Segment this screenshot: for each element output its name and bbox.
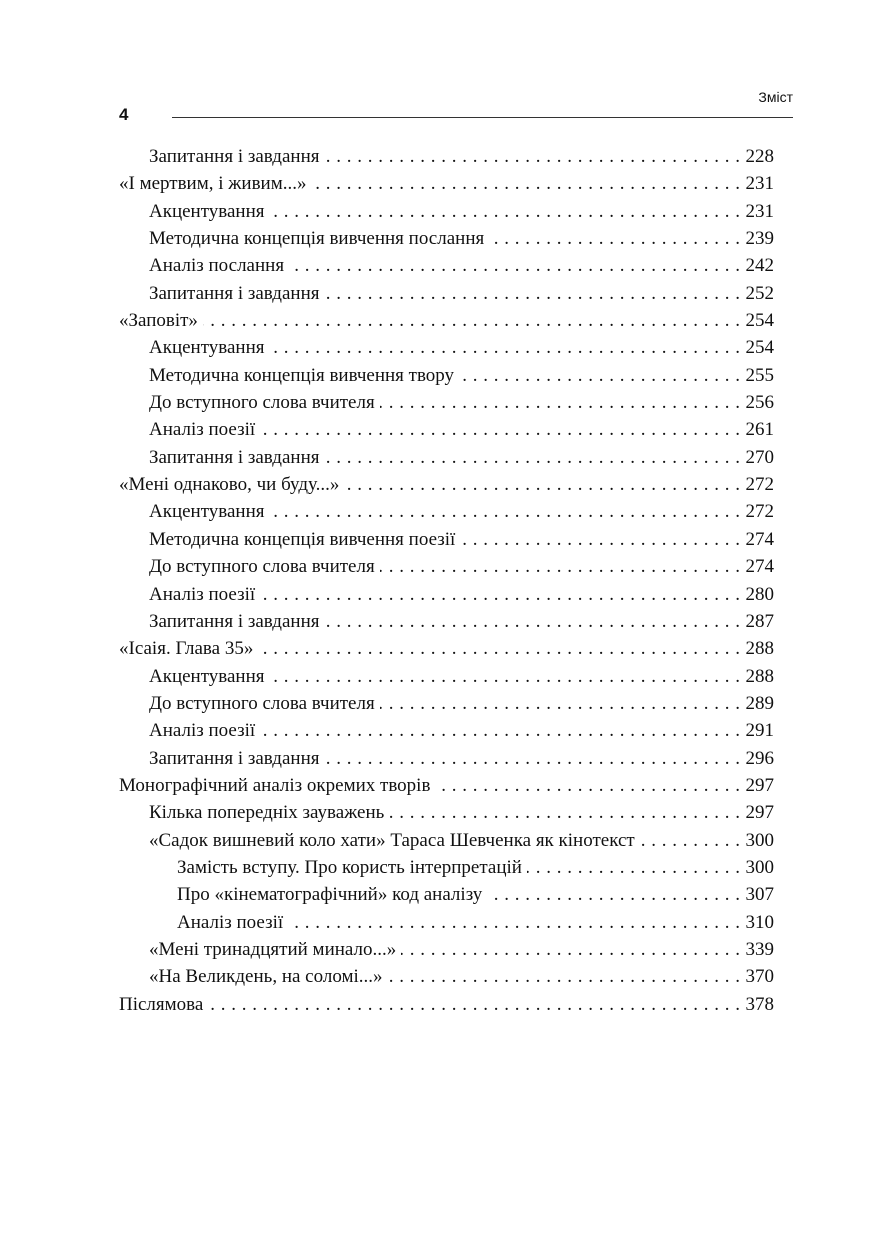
toc-entry-title: Акцентування	[149, 665, 265, 687]
dot-leader	[324, 280, 740, 307]
dot-leader	[270, 498, 741, 525]
section-title: Зміст	[758, 89, 793, 105]
toc-entry-page-number: 300	[745, 829, 774, 851]
toc-entry[interactable]	[119, 854, 774, 881]
dot-leader	[640, 827, 741, 854]
toc-entry-title: «Мені тринадцятий минало...»	[149, 938, 397, 960]
toc-entry-title: «Ісаія. Глава 35»	[119, 638, 254, 660]
toc-entry[interactable]	[119, 553, 774, 580]
toc-entry[interactable]	[119, 663, 774, 690]
toc-entry-page-number: 254	[745, 337, 774, 359]
toc-entry-title: Кілька попередніх зауважень	[149, 802, 385, 824]
toc-entry-title: «І мертвим, і живим...»	[119, 173, 307, 195]
toc-entry[interactable]	[119, 143, 774, 170]
dot-leader	[527, 854, 741, 881]
toc-entry[interactable]	[119, 991, 774, 1018]
toc-entry-title: Акцентування	[149, 501, 265, 523]
toc-entry-title: Запитання і завдання	[149, 747, 320, 769]
toc-entry[interactable]	[119, 717, 774, 744]
dot-leader	[288, 909, 740, 936]
toc-entry[interactable]	[119, 416, 774, 443]
toc-entry-page-number: 370	[745, 966, 774, 988]
toc-entry[interactable]	[119, 799, 774, 826]
toc-entry-page-number: 231	[745, 173, 774, 195]
toc-entry-title: Методична концепція вивчення твору	[149, 364, 455, 386]
toc-entry-page-number: 310	[745, 911, 774, 933]
page-header	[0, 0, 875, 130]
toc-entry[interactable]	[119, 225, 774, 252]
toc-entry-page-number: 287	[745, 610, 774, 632]
toc-entry-title: Запитання і завдання	[149, 146, 320, 167]
toc-entry-page-number: 378	[745, 993, 774, 1015]
dot-leader	[487, 881, 740, 908]
dot-leader	[258, 635, 740, 662]
header-rule	[172, 117, 793, 118]
toc-entry[interactable]	[119, 827, 774, 854]
toc-entry-page-number: 272	[745, 474, 774, 496]
dot-leader	[388, 963, 741, 990]
dot-leader	[489, 225, 740, 252]
dot-leader	[435, 772, 740, 799]
dot-leader	[270, 198, 741, 225]
toc-entry-page-number: 242	[745, 255, 774, 277]
table-of-contents	[119, 143, 774, 1018]
dot-leader	[324, 608, 740, 635]
toc-entry-title: Замість вступу. Про користь інтерпретацій	[177, 856, 522, 878]
toc-entry-title: Аналіз поезії	[177, 911, 284, 933]
toc-entry[interactable]	[119, 772, 774, 799]
dot-leader	[324, 444, 740, 471]
toc-entry-title: «Мені однаково, чи буду...»	[119, 474, 340, 496]
toc-entry-page-number: 296	[745, 747, 774, 769]
toc-entry-title: Монографічний аналіз окремих творів	[119, 774, 431, 796]
toc-entry-title: Методична концепція вивчення поезії	[149, 528, 456, 550]
toc-entry-page-number: 288	[745, 638, 774, 660]
toc-entry[interactable]	[119, 581, 774, 608]
toc-entry-page-number: 307	[745, 884, 774, 906]
toc-entry-title: Про «кінематографічний» код аналізу	[177, 884, 483, 906]
dot-leader	[324, 745, 740, 772]
dot-leader	[401, 936, 740, 963]
toc-entry-title: «Заповіт»	[119, 310, 198, 332]
toc-entry-page-number: 272	[745, 501, 774, 523]
toc-entry[interactable]	[119, 745, 774, 772]
toc-entry[interactable]	[119, 881, 774, 908]
toc-entry-title: Запитання і завдання	[149, 282, 320, 304]
toc-entry-page-number: 280	[745, 583, 774, 605]
toc-entry[interactable]	[119, 198, 774, 225]
toc-entry-page-number: 231	[745, 200, 774, 222]
toc-entry-title: Аналіз послання	[149, 255, 285, 277]
dot-leader	[344, 471, 740, 498]
toc-entry-title: До вступного слова вчителя	[149, 556, 375, 578]
dot-leader	[289, 252, 740, 279]
toc-entry[interactable]	[119, 635, 774, 662]
toc-entry[interactable]	[119, 909, 774, 936]
toc-entry-title: «На Великдень, на соломі...»	[149, 966, 383, 988]
toc-entry[interactable]	[119, 389, 774, 416]
toc-entry-title: Запитання і завдання	[149, 446, 320, 468]
dot-leader	[203, 307, 741, 334]
toc-entry-page-number: 289	[745, 692, 774, 714]
toc-entry-title: Акцентування	[149, 337, 265, 359]
dot-leader	[460, 526, 740, 553]
toc-entry[interactable]	[119, 170, 774, 197]
toc-entry[interactable]	[119, 936, 774, 963]
page-number: 4	[119, 105, 129, 124]
dot-leader	[260, 581, 740, 608]
toc-entry-title: «Садок вишневий коло хати» Тараса Шевченка як кінотекст	[149, 829, 635, 851]
toc-entry-page-number: 261	[745, 419, 774, 441]
dot-leader	[270, 334, 741, 361]
toc-entry-page-number: 228	[745, 146, 774, 167]
toc-entry[interactable]	[119, 362, 774, 389]
dot-leader	[389, 799, 740, 826]
toc-entry-page-number: 270	[745, 446, 774, 468]
toc-entry-title: До вступного слова вчителя	[149, 692, 375, 714]
toc-entry-page-number: 300	[745, 856, 774, 878]
dot-leader	[312, 170, 741, 197]
toc-entry-title: До вступного слова вчителя	[149, 392, 375, 414]
toc-entry-page-number: 256	[745, 392, 774, 414]
toc-entry-page-number: 274	[745, 556, 774, 578]
dot-leader	[380, 553, 741, 580]
toc-entry[interactable]	[119, 963, 774, 990]
toc-entry-page-number: 254	[745, 310, 774, 332]
toc-entry-page-number: 288	[745, 665, 774, 687]
toc-entry[interactable]	[119, 526, 774, 553]
toc-entry-page-number: 239	[745, 228, 774, 250]
dot-leader	[459, 362, 740, 389]
dot-leader	[380, 389, 741, 416]
toc-entry[interactable]	[119, 280, 774, 307]
dot-leader	[270, 663, 741, 690]
toc-entry[interactable]	[119, 498, 774, 525]
toc-entry[interactable]	[119, 307, 774, 334]
toc-entry-title: Аналіз поезії	[149, 419, 256, 441]
toc-entry[interactable]	[119, 444, 774, 471]
toc-entry[interactable]	[119, 471, 774, 498]
dot-leader	[324, 143, 740, 170]
toc-entry-page-number: 297	[745, 774, 774, 796]
toc-entry[interactable]	[119, 252, 774, 279]
toc-entry-page-number: 252	[745, 282, 774, 304]
toc-entry-title: Запитання і завдання	[149, 610, 320, 632]
toc-entry-title: Методична концепція вивчення послання	[149, 228, 485, 250]
toc-entry-page-number: 291	[745, 720, 774, 742]
toc-entry-title: Аналіз поезії	[149, 720, 256, 742]
toc-entry-page-number: 255	[745, 364, 774, 386]
toc-entry-page-number: 339	[745, 938, 774, 960]
toc-entry-title: Післямова	[119, 993, 204, 1015]
toc-entry-page-number: 297	[745, 802, 774, 824]
toc-entry-title: Акцентування	[149, 200, 265, 222]
toc-entry[interactable]	[119, 334, 774, 361]
toc-entry-page-number: 274	[745, 528, 774, 550]
dot-leader	[260, 416, 740, 443]
toc-entry-title: Аналіз поезії	[149, 583, 256, 605]
toc-entry[interactable]	[119, 690, 774, 717]
dot-leader	[260, 717, 740, 744]
toc-entry[interactable]	[119, 608, 774, 635]
dot-leader	[380, 690, 741, 717]
dot-leader	[208, 991, 740, 1018]
